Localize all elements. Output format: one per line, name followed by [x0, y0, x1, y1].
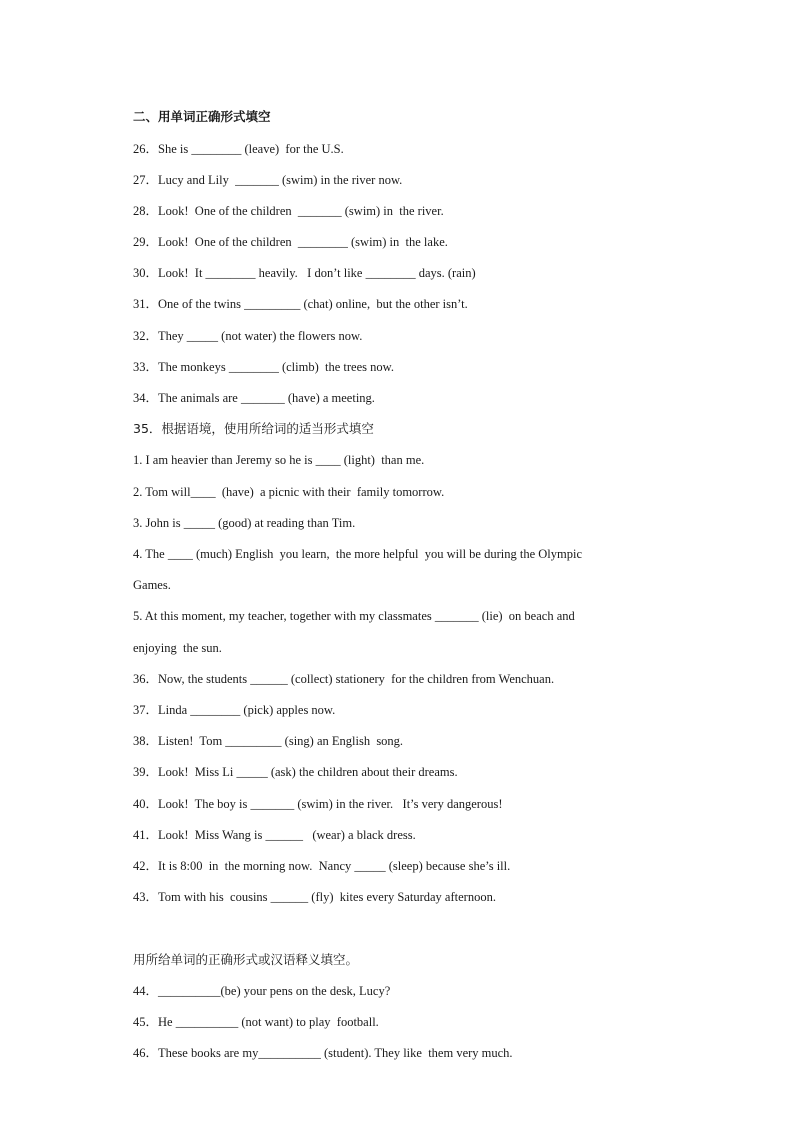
- question-45: 45．He __________ (not want) to play football.: [133, 1015, 379, 1029]
- question-46: 46．These books are my__________ (student). They like them very much.: [133, 1046, 513, 1060]
- question-28: 28．Look! One of the children _______ (swim) in the river.: [133, 204, 444, 218]
- subquestion-35-1: 1. I am heavier than Jeremy so he is ____ (light) than me.: [133, 453, 425, 467]
- subquestion-35-4-cont: Games.: [133, 578, 171, 592]
- subquestion-35-3: 3. John is _____ (good) at reading than Tim.: [133, 516, 356, 530]
- question-27: 27．Lucy and Lily _______ (swim) in the river now.: [133, 173, 403, 187]
- subquestion-35-5-cont: enjoying the sun.: [133, 641, 222, 655]
- question-37: 37．Linda ________ (pick) apples now.: [133, 703, 336, 717]
- question-31: 31．One of the twins _________ (chat) online, but the other isn’t.: [133, 297, 468, 311]
- question-43: 43．Tom with his cousins ______ (fly) kites every Saturday afternoon.: [133, 890, 496, 904]
- subquestion-35-4: 4. The ____ (much) English you learn, the more helpful you will be during the Olympic: [133, 547, 582, 561]
- question-33: 33．The monkeys ________ (climb) the trees now.: [133, 360, 394, 374]
- subquestion-35-5: 5. At this moment, my teacher, together with my classmates _______ (lie) on beach and: [133, 609, 575, 623]
- question-35-title: 35．根据语境，使用所给词的适当形式填空: [133, 421, 374, 436]
- section-title-word-form: 用所给单词的正确形式或汉语释义填空。: [133, 952, 359, 967]
- subquestion-35-2: 2. Tom will____ (have) a picnic with their family tomorrow.: [133, 485, 445, 499]
- question-44: 44．__________(be) your pens on the desk, Lucy?: [133, 984, 391, 998]
- question-36: 36．Now, the students ______ (collect) stationery for the children from Wenchuan.: [133, 672, 555, 686]
- question-41: 41．Look! Miss Wang is ______ (wear) a black dress.: [133, 828, 416, 842]
- question-30: 30．Look! It ________ heavily. I don’t like ________ days. (rain): [133, 266, 476, 280]
- question-29: 29．Look! One of the children ________ (swim) in the lake.: [133, 235, 448, 249]
- section-title-fill-blank: 二、用单词正确形式填空: [133, 109, 271, 124]
- question-26: 26．She is ________ (leave) for the U.S.: [133, 142, 344, 156]
- question-42: 42．It is 8:00 in the morning now. Nancy _____ (sleep) because she’s ill.: [133, 859, 511, 873]
- question-38: 38．Listen! Tom _________ (sing) an English song.: [133, 734, 404, 748]
- question-34: 34．The animals are _______ (have) a meeting.: [133, 391, 375, 405]
- question-32: 32．They _____ (not water) the flowers now.: [133, 329, 363, 343]
- question-39: 39．Look! Miss Li _____ (ask) the children about their dreams.: [133, 765, 458, 779]
- question-40: 40．Look! The boy is _______ (swim) in the river. It’s very dangerous!: [133, 797, 503, 811]
